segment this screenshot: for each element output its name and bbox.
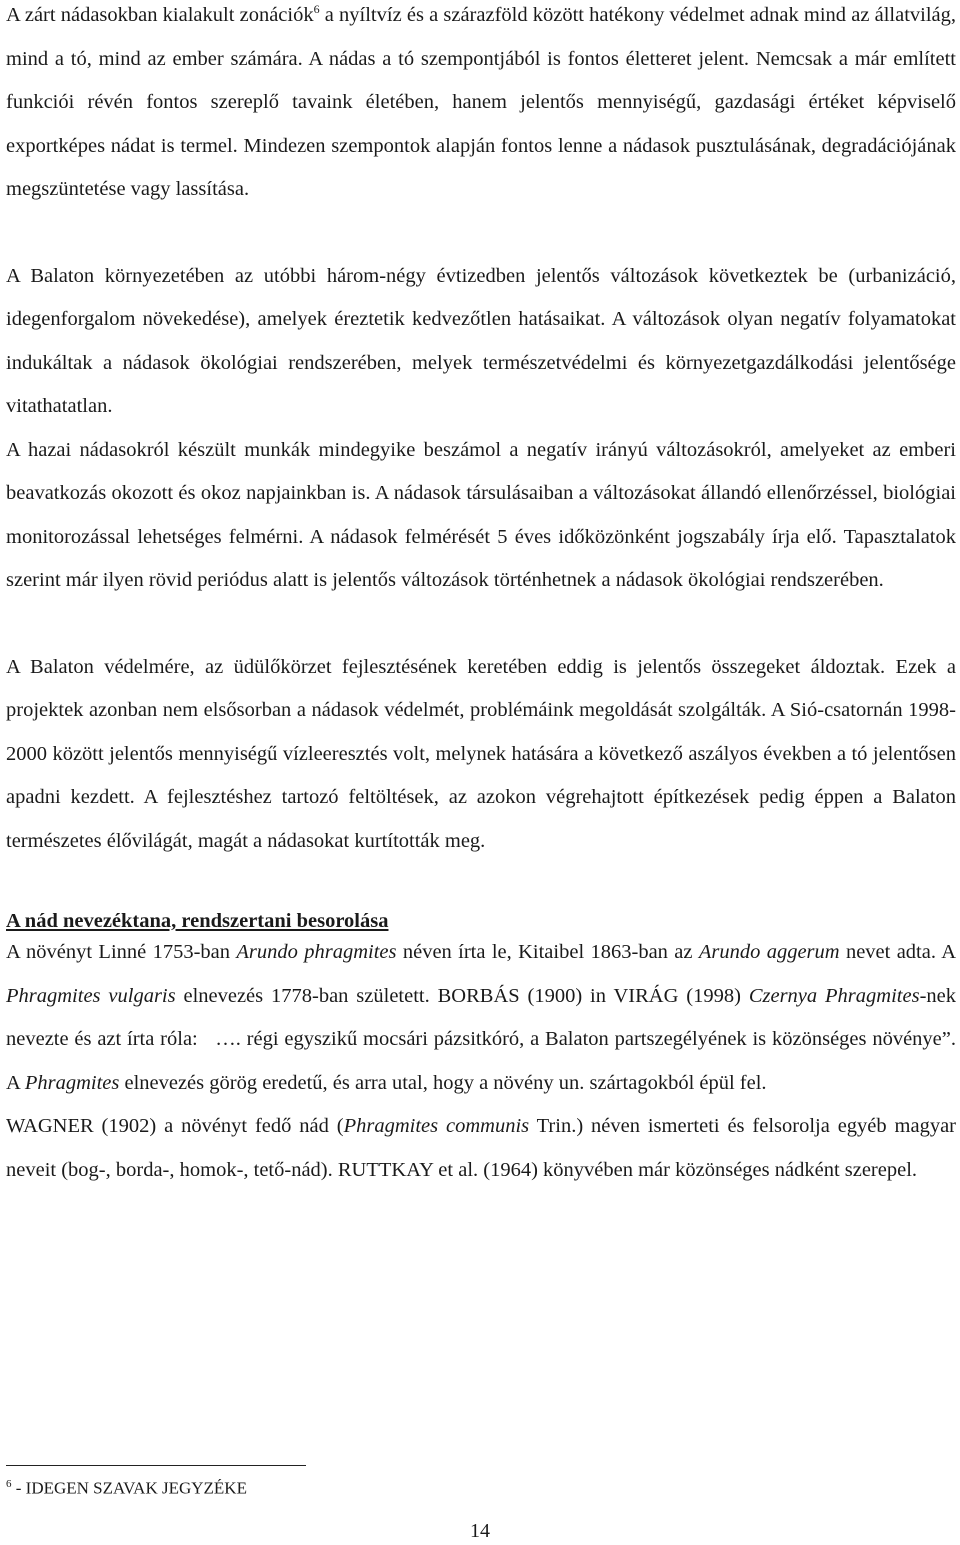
paragraph-monitoring: A hazai nádasokról készült munkák mindegyike beszámol a negatív irányú változásokról, amelyeket az emberi beavatkozás okozott és okoz napjainkban is. A nádasok társulásaiban a változásokat állandó ellenőrzéssel, biológiai monitorozással lehetséges felmérni. A nádasok felmérését 5 éves időközönként jogszabály írja elő. Tapasztalatok szerint már ilyen rövid periódus alatt is jelentős változások történhetnek a nádasok ökológiai rendszerében. (6, 438, 956, 591)
footnote-text: - IDEGEN SZAVAK JEGYZÉKE (11, 1478, 247, 1498)
page-number: 14 (470, 1520, 490, 1542)
paragraph-wagner: WAGNER (1902) a növényt fedő nád (Phragmites communis Trin.) néven ismerteti és felsorolja egyéb magyar neveit (bog-, borda-, homok-, tető-nád). RUTTKAY et al. (1964) könyvében már közönséges nádként szerepel. (6, 1115, 956, 1181)
paragraph-nomenclature: A növényt Linné 1753-ban Arundo phragmites néven írta le, Kitaibel 1863-ban az Arundo aggerum nevet adta. A Phragmites vulgaris elnevezés 1778-ban született. BORBÁS (1900) in VIRÁG (1998) Czernya Phragmites-nek nevezte és azt írta róla: …. régi egyszikű mocsári pázsitkóró, a Balaton partszegélyének is közönséges növénye”. A Phragmites elnevezés görög eredetű, és arra utal, hogy a növény un. szártagokból épül fel. (6, 941, 956, 1094)
footnote-divider (6, 1465, 306, 1466)
paragraph-balaton-changes: A Balaton környezetében az utóbbi három-négy évtizedben jelentős változások következtek be (urbanizáció, idegenforgalom növekedése), amelyek éreztetik kedvezőtlen hatásaikat. A változások olyan negatív folyamatokat indukáltak a nádasok ökológiai rendszerében, melyek természetvédelmi és környezetgazdálkodási jelentősége vitathatatlan. (6, 264, 956, 417)
footnote-reference[interactable]: 6 (313, 2, 320, 17)
section-heading: A nád nevezéktana, rendszertani besorolása (6, 910, 389, 932)
document-page (6, 0, 956, 1192)
paragraph-reed-zonation: A zárt nádasokban kialakult zonációk$^6$ a nyíltvíz és a szárazföld között hatékony védelmet adnak mind az állatvilág, mind a tó, mind az ember számára. A nádas a tó szempontjából is fontos életteret jelent. Nemcsak a már említett funkciói révén fontos szereplő tavaink életében, hanem jelentős mennyiségű, gazdasági értéket képviselő exportképes nádat is termel. Mindezen szempontok alapján fontos lenne a nádasok pusztulásának, degradációjának megszüntetése vagy lassítása. (6, 2, 956, 200)
footnote (6, 1478, 247, 1499)
paragraph-protection-projects: A Balaton védelmére, az üdülőkörzet fejlesztésének keretében eddig is jelentős összegeket áldoztak. Ezek a projektek azonban nem elsősorban a nádasok védelmét, problémáink megoldását szolgálták. A Sió-csatornán 1998-2000 között jelentős mennyiségű vízleeresztés volt, melynek hatására a következő aszályos években a tó jelentősen apadni kezdett. A fejlesztéshez tartozó feltöltések, az azokon végrehajtott építkezések pedig éppen a Balaton természetes élővilágát, magát a nádasokat kurtították meg. (6, 655, 956, 852)
footnote-mark: 6 (6, 1478, 12, 1490)
